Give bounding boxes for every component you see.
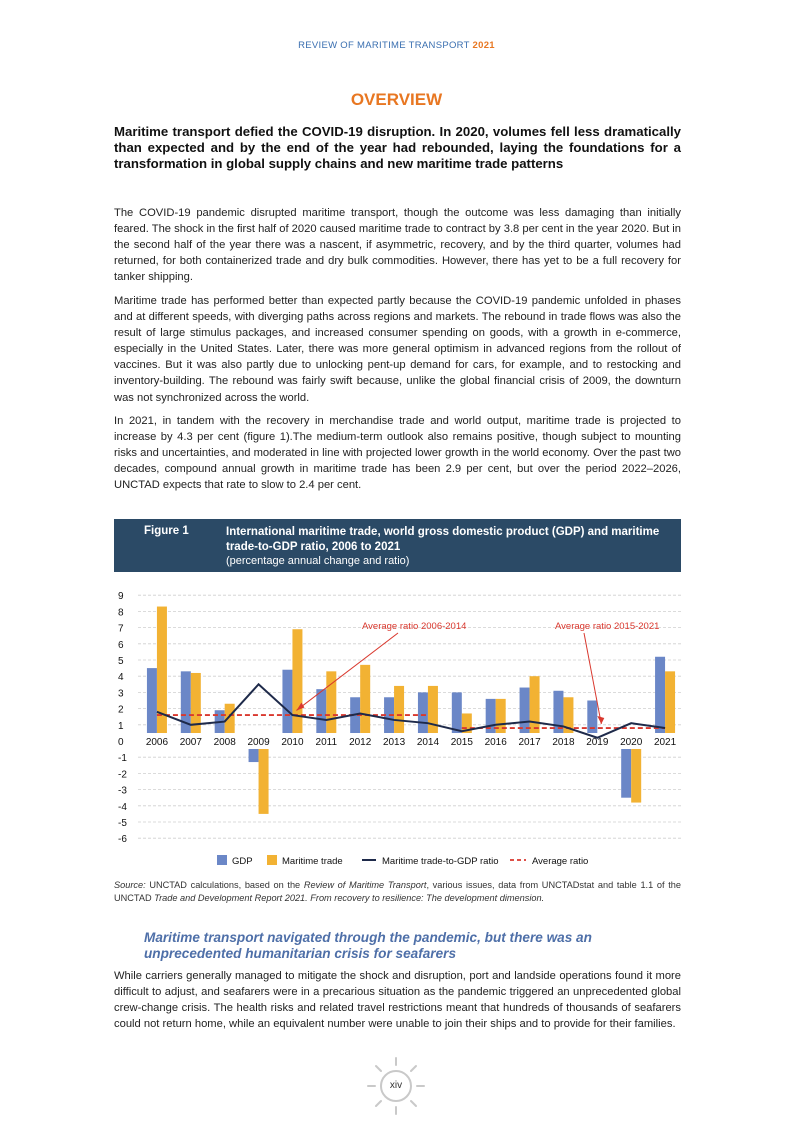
y-tick-label: -5 [118,818,127,829]
bar-maritime-trade [631,741,641,803]
y-tick-label: -4 [118,801,127,813]
running-head-title: REVIEW OF MARITIME TRANSPORT [298,40,470,51]
bar-maritime-trade [530,676,540,741]
figure-number: Figure 1 [144,525,189,537]
legend-label: Maritime trade [282,856,343,867]
y-tick-label: 8 [118,607,124,619]
x-tick-label: 2013 [382,737,406,748]
figure-title: International maritime trade, world gross domestic product (GDP) and maritime trade-to-GDP ratio, 2006 to 2021 [226,526,660,553]
x-tick-label: 2011 [315,737,338,748]
annotation-arrow [296,633,398,710]
x-tick-label: 2006 [145,737,169,748]
y-tick-label: -6 [118,834,127,846]
overview-title: OVERVIEW [350,90,443,109]
source-italic-2: Trade and Development Report 2021. From recovery to resilience: The development dimension. [154,892,545,903]
source-italic-1: Review of Maritime Transport [303,880,427,890]
page-number: xiv [389,1080,403,1091]
x-tick-label: 2014 [416,737,440,748]
running-head [0,40,793,51]
bar-maritime-trade [665,671,675,741]
x-tick-label: 2020 [620,737,643,748]
x-tick-label: 2008 [213,737,236,748]
source-text-1: UNCTAD calculations, based on the [145,880,304,890]
body-paragraph-3: In 2021, in tandem with the recovery in merchandise trade and world output, maritime trade is projected to increase by 4.3 per cent (figure 1).The medium-term outlook also remains positive, though subject to mounting risks and uncertainties, and moderated in line with projected lower growth in the world economy. Over the past two decades, compound annual growth in maritime trade has been 2.9 per cent, but over the period 2022–2026, UNCTAD expects that rate to slow to 2.4 per cent. [114,415,681,492]
body-paragraph-2: Maritime trade has performed better than expected partly because the COVID-19 pandemic unfolded in phases and at different speeds, with diverging paths across regions and markets. The rebound in trade flows was also the result of large stimulus packages, and increased consumer spending on goods, with a growth in e-commerce, especially in the United States. Later, there was more general optimism in advanced regions from the rollout of vaccines. But it was also partly due to unlocking pent-up demand for cars, for example, and to restocking and inventory-building. The rebound was fairly swift because, unlike the global financial crisis of 2009, the downturn was not synchronized across the world. [114,295,681,404]
y-tick-label: 5 [118,656,124,667]
legend-swatch-maritime [267,855,277,865]
bar-gdp [520,688,530,741]
final-paragraph: While carriers generally managed to mitigate the shock and disruption, port and landside operations found it more difficult to adjust, and seafarers were in a precarious situation as the pandemic triggered an unprecedented global crew-change crisis. The health risks and related travel restrictions meant that hundreds of thousands of seafarers could not return home, while an equivalent number were unable to join their ships and to provide for their families. [114,970,681,1031]
x-tick-label: 2015 [450,737,473,748]
x-tick-label: 2012 [349,737,372,748]
y-tick-label: 3 [118,688,124,700]
bar-gdp [181,671,191,741]
bar-gdp [621,741,631,798]
x-tick-label: 2016 [484,737,507,748]
source-text-2: , various issues, data from UNCTADstat and table 1.1 of the UNCTAD [114,880,681,903]
bar-maritime-trade [360,665,370,741]
y-tick-label: -1 [118,753,127,765]
y-tick-label: 1 [118,720,124,732]
bar-maritime-trade [292,629,302,741]
x-tick-label: 2009 [247,737,270,748]
x-tick-label: 2010 [281,737,304,748]
x-tick-label: 2018 [552,737,575,748]
y-tick-label: 6 [118,639,124,651]
lead-paragraph: Maritime transport defied the COVID-19 disruption. In 2020, volumes fell less dramatically than expected and by the end of the year had rebounded, laying the foundations for a transformation in global supply chains and new maritime trade patterns [114,124,681,171]
y-tick-label: -2 [118,769,127,781]
x-tick-label: 2021 [653,737,677,748]
legend-label: Maritime trade-to-GDP ratio [382,856,499,867]
bar-gdp [147,668,157,741]
legend-swatch-gdp [217,855,227,865]
y-tick-label: 0 [118,737,124,748]
figure-chart [100,574,690,874]
x-tick-label: 2017 [518,737,541,748]
bar-maritime-trade [428,686,438,741]
section-heading: Maritime transport navigated through the pandemic, but there was an unprecedented humanitarian crisis for seafarers [144,930,592,961]
y-tick-label: 7 [118,623,124,635]
body-paragraph-1: The COVID-19 pandemic disrupted maritime transport, though the outcome was less damaging than initially feared. The shock in the first half of 2020 caused maritime trade to contract by 3.8 per cent in the year 2020. But in the second half of the year there was a nascent, if asymmetric, recovery, and by the third quarter, volumes had returned, for both containerized trade and dry bulk commodities. However, there has yet to be a full recovery for tanker shipping. [114,207,681,284]
x-tick-label: 2007 [179,737,202,748]
running-head-year: 2021 [472,40,495,51]
y-tick-label: -3 [118,785,127,797]
bar-maritime-trade [191,673,201,741]
bar-maritime-trade [259,741,269,814]
figure-subtitle: (percentage annual change and ratio) [226,555,410,567]
bar-gdp [282,670,292,741]
figure-source [114,879,681,904]
annotation-label: Average ratio 2015-2021 [555,621,660,632]
bar-maritime-trade [394,686,404,741]
legend-label: GDP [232,856,253,867]
y-tick-label: 4 [118,672,124,684]
y-tick-label: 2 [118,704,124,716]
annotation-label: Average ratio 2006-2014 [362,621,467,632]
annotation-arrowhead [597,716,604,724]
x-tick-label: 2019 [586,737,609,748]
y-tick-label: 9 [118,591,124,603]
source-label: Source: [114,880,146,890]
figure-header [114,519,681,572]
legend-label: Average ratio [532,856,589,867]
bar-maritime-trade [157,607,167,741]
